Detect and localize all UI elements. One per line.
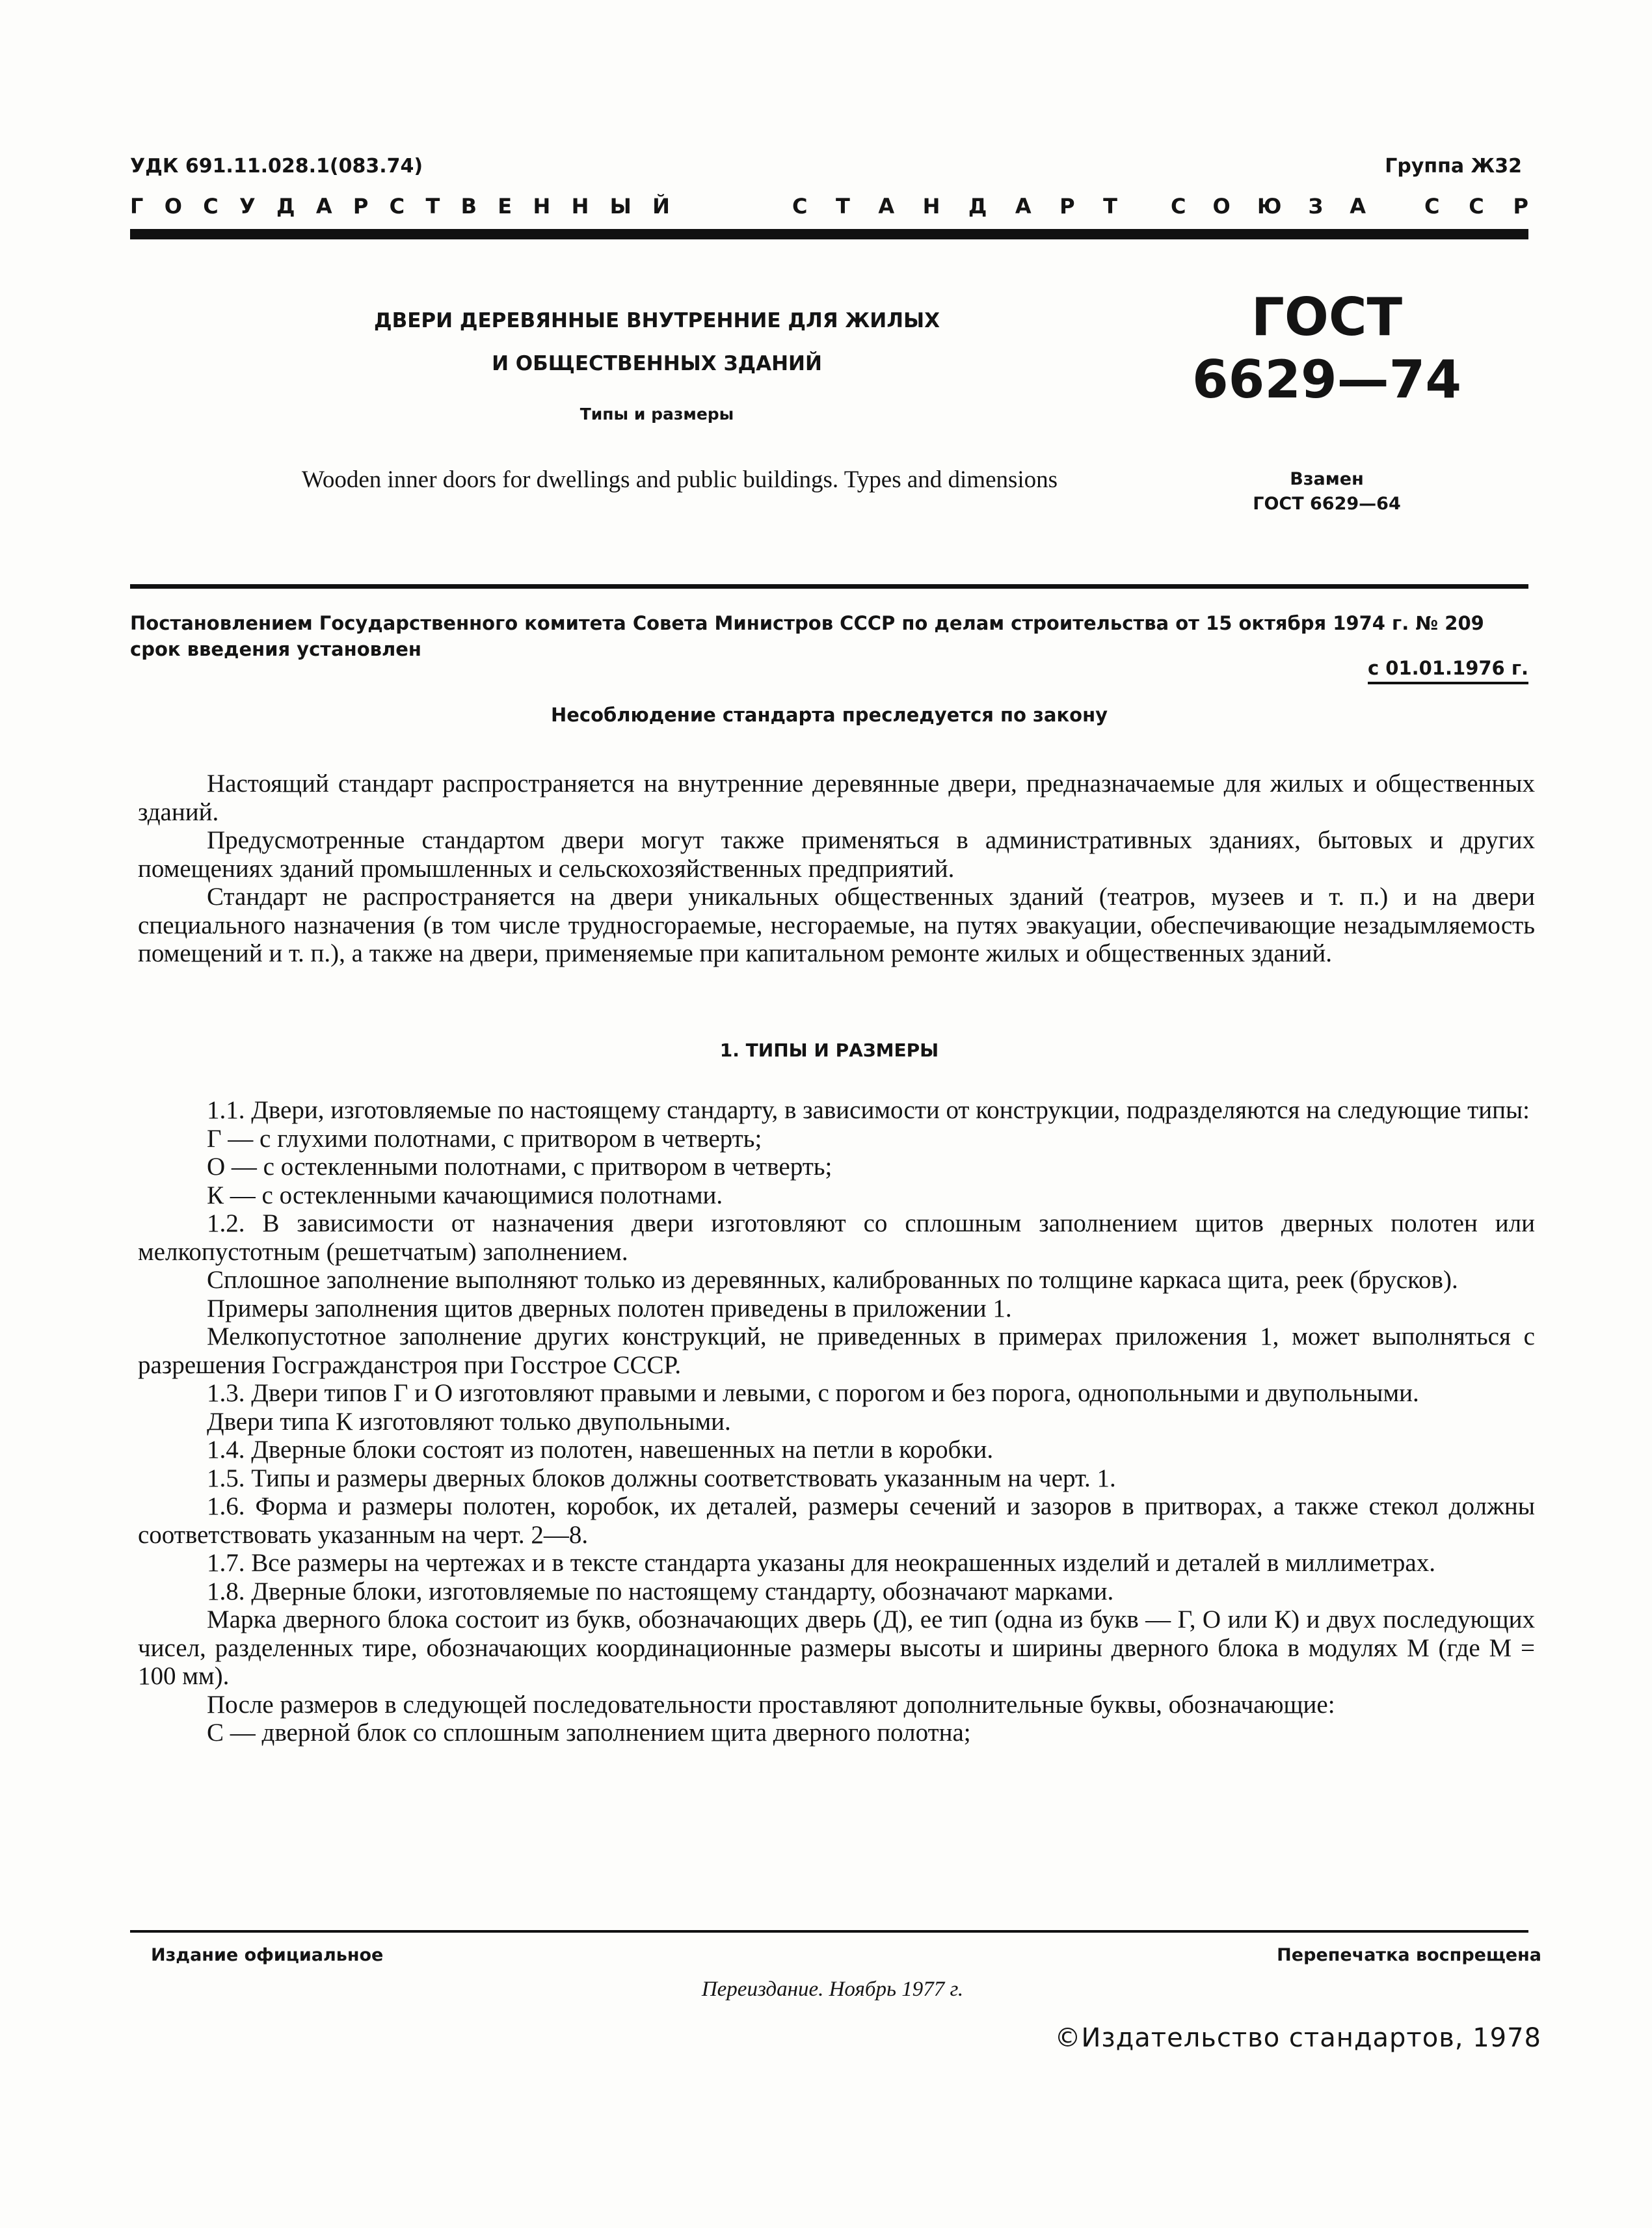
spaced-word-ssr: С С Р (1424, 194, 1528, 219)
official-edition: Издание официальное (151, 1945, 384, 1965)
document-subtitle: Типы и размеры (580, 405, 734, 423)
paragraph: С — дверной блок со сплошным заполнением щита дверного полотна; (207, 1719, 971, 1747)
type-item: К — с остекленными качающимися полотнами. (207, 1181, 723, 1209)
decree-line-1: Постановлением Государственного комитета Совета Министров СССР по делам строительства от 15 октября 1974 г. № 209 (130, 612, 1484, 634)
paragraph: 1.7. Все размеры на чертежах и в тексте стандарта указаны для неокрашенных изделий и деталей в миллиметрах. (207, 1549, 1435, 1577)
paragraph: 1.6. Форма и размеры полотен, коробок, их деталей, размеры сечений и зазоров в притворах, а также стекол должны соответствовать указанным на черт. 2—8. (138, 1492, 1535, 1549)
effective-date: с 01.01.1976 г. (1368, 657, 1528, 684)
decree-line-2: срок введения установлен (130, 638, 421, 660)
title-rule (130, 584, 1528, 589)
spaced-word-standard: С Т А Н Д А Р Т (792, 194, 1117, 219)
section-1-text (138, 1096, 1535, 1747)
type-item: Г — с глухими полотнами, с притвором в четверть; (207, 1124, 762, 1153)
spaced-word-union: С О Ю З А (1171, 194, 1366, 219)
replaces-standard (1190, 467, 1463, 517)
document-title (364, 299, 950, 385)
decree (130, 610, 1528, 662)
header-rule (130, 229, 1528, 239)
paragraph: 1.5. Типы и размеры дверных блоков должны соответствовать указанным на черт. 1. (207, 1464, 1116, 1492)
paragraph: Двери типа К изготовляют только двупольными. (207, 1407, 731, 1436)
reissue-note: Переиздание. Ноябрь 1977 г. (701, 1978, 964, 2001)
replace-number: ГОСТ 6629—64 (1253, 494, 1401, 514)
english-title: Wooden inner doors for dwellings and public buildings. Types and dimensions (301, 466, 1058, 493)
paragraph: 1.3. Двери типов Г и О изготовляют правыми и левыми, с порогом и без порога, однопольными и двупольными. (207, 1379, 1419, 1407)
paragraph: Примеры заполнения щитов дверных полотен приведены в приложении 1. (207, 1294, 1012, 1322)
intro-text (138, 770, 1535, 968)
gost-designation (1190, 286, 1463, 411)
replace-label: Взамен (1290, 469, 1364, 489)
classification-group: Группа Ж32 (1385, 155, 1522, 178)
legal-warning: Несоблюдение стандарта преследуется по закону (550, 704, 1108, 726)
footer-rule (130, 1930, 1528, 1933)
section-heading: 1. ТИПЫ И РАЗМЕРЫ (719, 1040, 939, 1061)
paragraph: Сплошное заполнение выполняют только из деревянных, калиброванных по толщине каркаса щита, реек (брусков). (207, 1266, 1458, 1294)
title-line-1: ДВЕРИ ДЕРЕВЯННЫЕ ВНУТРЕННИЕ ДЛЯ ЖИЛЫХ (373, 309, 940, 332)
reprint-notice: Перепечатка воспрещена (1277, 1945, 1541, 1965)
paragraph: 1.8. Дверные блоки, изготовляемые по настоящему стандарту, обозначают марками. (207, 1577, 1114, 1605)
type-item: О — с остекленными полотнами, с притвором в четверть; (207, 1153, 833, 1181)
paragraph: Стандарт не распространяется на двери уникальных общественных зданий (театров, музеев и т. п.) и на двери специального назначения (в том числе трудносгораемые, несгораемые, на путях эвакуации, обеспечивающие незадымляемость помещений и т. п.), а также на двери, применяемые при капитальном ремонте жилых и общественных зданий. (138, 883, 1535, 967)
gost-label: ГОСТ (1251, 287, 1403, 347)
paragraph: 1.2. В зависимости от назначения двери изготовляют со сплошным заполнением щитов дверных полотен или мелкопустотным (решетчатым) заполнением. (138, 1209, 1535, 1266)
paragraph: 1.4. Дверные блоки состоят из полотен, навешенных на петли в коробки. (207, 1436, 994, 1464)
paragraph: Марка дверного блока состоит из букв, обозначающих дверь (Д), ее тип (одна из букв — Г, О или К) и двух последующих чисел, разделенных тире, обозначающих координационные размеры высоты и ширины дверного блока в модулях М (где М = 100 мм). (138, 1605, 1535, 1690)
paragraph: Настоящий стандарт распространяется на внутренние деревянные двери, предназначаемые для жилых и общественных зданий. (138, 770, 1535, 826)
udc-code: УДК 691.11.028.1(083.74) (130, 155, 423, 178)
gost-number: 6629—74 (1192, 349, 1461, 410)
paragraph: Предусмотренные стандартом двери могут также применяться в административных зданиях, бытовых и других помещениях зданий промышленных и сельскохозяйственных предприятий. (138, 826, 1535, 883)
title-line-2: И ОБЩЕСТВЕННЫХ ЗДАНИЙ (492, 352, 822, 375)
copyright: ©Издательство стандартов, 1978 (1054, 2023, 1541, 2053)
paragraph: После размеров в следующей последовательности проставляют дополнительные буквы, обозначающие: (207, 1690, 1335, 1719)
paragraph: Мелкопустотное заполнение других конструкций, не приведенных в примерах приложения 1, может выполняться с разрешения Госгражданстроя при Госстрое СССР. (138, 1322, 1535, 1379)
spaced-word-state: Г О С У Д А Р С Т В Е Н Н Ы Й (130, 194, 670, 219)
paragraph: 1.1. Двери, изготовляемые по настоящему стандарту, в зависимости от конструкции, подразделяются на следующие типы: (207, 1096, 1530, 1124)
